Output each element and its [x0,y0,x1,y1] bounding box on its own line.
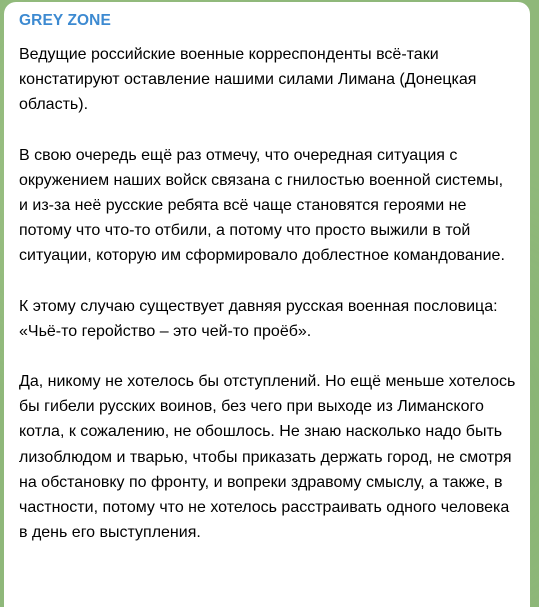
message-text [19,42,516,545]
message-paragraph: Да, никому не хотелось бы отступлений. Но ещё меньше хотелось бы гибели русских воинов, без чего при выходе из Лиманского котла, к сожалению, не обошлось. Не знаю насколько надо быть лизоблюдом и тварью, чтобы приказать держать город, не смотря на обстановку по фронту, и вопреки здравому смыслу, а также, в частности, потому что не хотелось расстраивать одного человека в день его выступления. [19,373,516,542]
message-paragraph: Ведущие российские военные корреспонденты всё-таки констатируют оставление нашими силами Лимана (Донецкая область). [19,46,477,114]
channel-name[interactable]: GREY ZONE [19,12,111,29]
message-bubble [4,2,530,607]
message-paragraph: К этому случаю существует давняя русская военная пословица: «Чьё-то геройство – это чей-то проёб». [19,297,498,340]
message-paragraph: В свою очередь ещё раз отмечу, что очередная ситуация с окружением наших войск связана с гнилостью военной системы, и из-за неё русские ребята всё чаще становятся героями не потому что что-то отбили, а потому что просто выжили в той ситуации, которую им сформировало доблестное командование. [19,146,505,265]
